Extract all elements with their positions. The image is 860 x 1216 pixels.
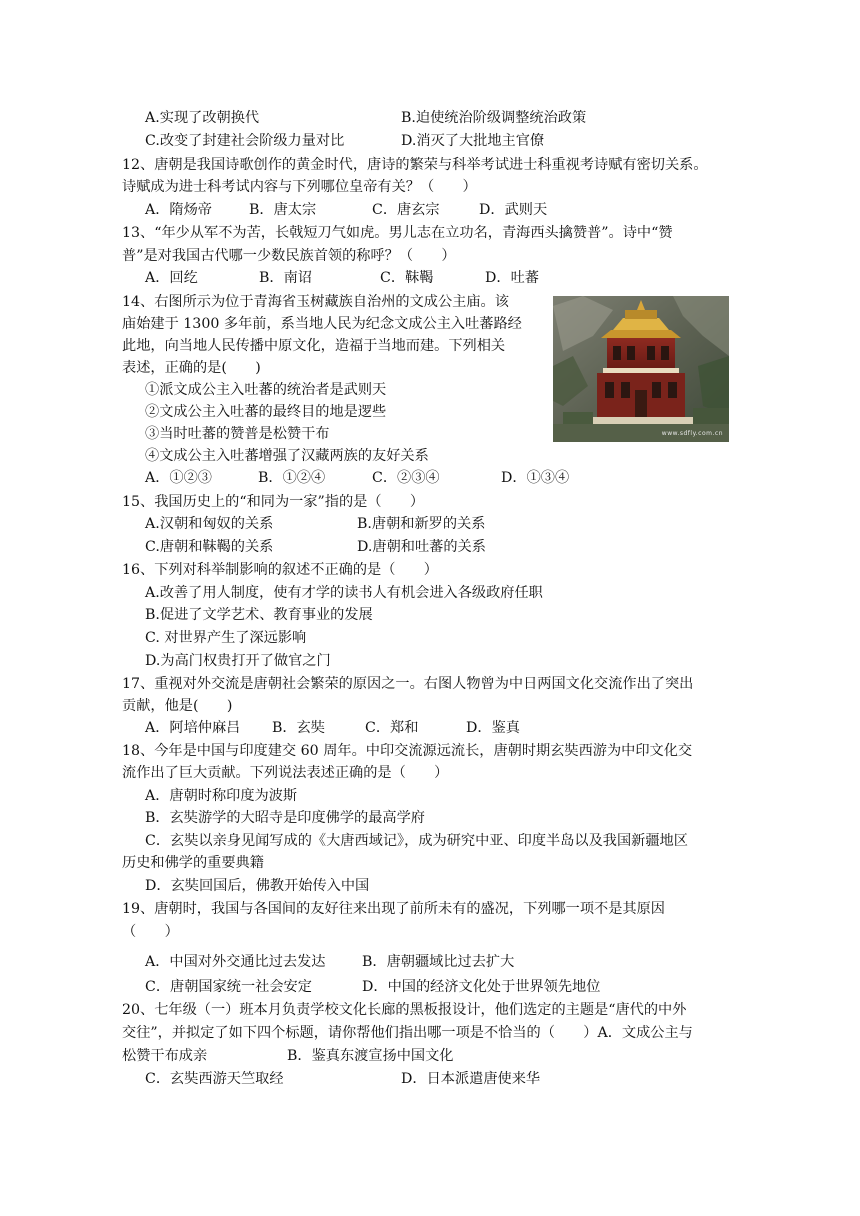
q12-stem-line1: 12、唐朝是我国诗歌创作的黄金时代，唐诗的繁荣与科举考试进士科重视考诗赋有密切关系。: [122, 157, 708, 173]
q11-option-d: D.消灭了大批地主官僚: [401, 133, 545, 149]
q14-stem-line4: 表述，正确的是( ): [122, 360, 261, 376]
temple-photo: [553, 296, 729, 442]
q19-option-d: D．中国的经济文化处于世界领先地位: [362, 979, 601, 995]
q17-option-b: B．玄奘: [272, 720, 325, 736]
image-watermark: www.sdfly.com.cn: [661, 430, 723, 437]
q20-option-c: C．玄奘西游天竺取经: [145, 1071, 284, 1087]
q12-option-b: B．唐太宗: [249, 202, 317, 218]
q17-option-d: D．鉴真: [466, 720, 520, 736]
q14-option-d: D．①③④: [501, 470, 570, 486]
q17-stem-line2: 贡献，他是( ): [122, 698, 233, 714]
q18-option-d: D．玄奘回国后，佛教开始传入中国: [145, 878, 370, 894]
q14-option-b: B．①②④: [258, 470, 326, 486]
q15-option-a: A.汉朝和匈奴的关系: [145, 516, 274, 532]
q16-option-a: A.改善了用人制度，使有才学的读书人有机会进入各级政府任职: [145, 585, 543, 601]
q14-item-3: ③当时吐蕃的赞普是松赞干布: [145, 426, 330, 442]
q14-stem-line1: 14、右图所示为位于青海省玉树藏族自治州的文成公主庙。该: [122, 294, 509, 310]
q20-option-b: B．鉴真东渡宣扬中国文化: [287, 1048, 454, 1064]
q11-option-b: B.迫使统治阶级调整统治政策: [401, 110, 587, 126]
q20-stem-line2: 交往”，并拟定了如下四个标题，请你帮他们指出哪一项是不恰当的（ ）A．文成公主与: [122, 1025, 693, 1041]
q20-stem-line1: 20、七年级（一）班本月负责学校文化长廊的黑板报设计，他们选定的主题是“唐代的中外: [122, 1002, 687, 1018]
q18-stem-line1: 18、今年是中国与印度建交 60 周年。中印交流源远流长，唐朝时期玄奘西游为中印文化交: [122, 743, 693, 759]
q13-option-b: B．南诏: [259, 270, 312, 286]
q16-option-c: C. 对世界产生了深远影响: [145, 630, 307, 646]
q12-option-d: D．武则天: [479, 202, 548, 218]
q14-item-1: ①派文成公主入吐蕃的统治者是武则天: [145, 382, 387, 398]
q18-stem-line2: 流作出了巨大贡献。下列说法表述正确的是（ ）: [122, 765, 449, 781]
q14-option-c: C．②③④: [372, 470, 440, 486]
q15-option-b: B.唐朝和新罗的关系: [357, 516, 486, 532]
q13-stem-line2: 普”是对我国古代哪一少数民族首领的称呼？（ ）: [122, 248, 456, 264]
q16-option-d: D.为高门权贵打开了做官之门: [145, 653, 331, 669]
q13-option-c: C．靺鞨: [380, 270, 434, 286]
q12-option-a: A．隋炀帝: [145, 202, 212, 218]
q18-option-c-cont: 历史和佛学的重要典籍: [122, 855, 264, 871]
q19-option-b: B．唐朝疆域比过去扩大: [362, 954, 515, 970]
q20-option-a-cont: 松赞干布成亲: [122, 1048, 208, 1064]
q15-stem: 15、我国历史上的“和同为一家”指的是（ ）: [122, 494, 425, 510]
q14-item-4: ④文成公主入吐蕃增强了汉藏两族的友好关系: [145, 448, 429, 464]
q13-option-d: D．吐蕃: [485, 270, 539, 286]
q14-item-2: ②文成公主入吐蕃的最终目的地是逻些: [145, 404, 387, 420]
q19-option-c: C．唐朝国家统一社会安定: [145, 979, 312, 995]
q19-stem-line2: （ ）: [122, 924, 179, 940]
q13-option-a: A．回纥: [145, 270, 198, 286]
q19-option-a: A．中国对外交通比过去发达: [145, 954, 326, 970]
q12-option-c: C．唐玄宗: [372, 202, 440, 218]
q18-option-b: B．玄奘游学的大昭寺是印度佛学的最高学府: [145, 810, 425, 826]
q14-option-a: A．①②③: [145, 470, 212, 486]
q15-option-c: C.唐朝和靺鞨的关系: [145, 539, 274, 555]
q19-stem-line1: 19、唐朝时，我国与各国间的友好往来出现了前所未有的盛况，下列哪一项不是其原因: [122, 901, 665, 917]
q11-option-a: A.实现了改朝换代: [145, 110, 260, 126]
q11-option-c: C.改变了封建社会阶级力量对比: [145, 133, 345, 149]
q14-stem-line3: 此地，向当地人民传播中原文化，造福于当地而建。下列相关: [122, 338, 506, 354]
q15-option-d: D.唐朝和吐蕃的关系: [357, 539, 486, 555]
q17-option-c: C．郑和: [365, 720, 419, 736]
wencheng-temple-image: [553, 296, 729, 442]
q12-stem-line2: 诗赋成为进士科考试内容与下列哪位皇帝有关？（ ）: [122, 179, 477, 195]
q14-stem-line2: 庙始建于 1300 多年前，系当地人民为纪念文成公主入吐蕃路经: [122, 316, 522, 332]
q20-option-d: D．日本派遣唐使来华: [401, 1071, 541, 1087]
q17-stem-line1: 17、重视对外交流是唐朝社会繁荣的原因之一。右图人物曾为中日两国文化交流作出了突出: [122, 676, 694, 692]
q18-option-a: A．唐朝时称印度为波斯: [145, 788, 298, 804]
q16-stem: 16、下列对科举制影响的叙述不正确的是（ ）: [122, 562, 438, 578]
q18-option-c: C．玄奘以亲身见闻写成的《大唐西域记》，成为研究中亚、印度半岛以及我国新疆地区: [145, 833, 688, 849]
q17-option-a: A．阿培仲麻吕: [145, 720, 241, 736]
q16-option-b: B.促进了文学艺术、教育事业的发展: [145, 607, 373, 623]
q13-stem-line1: 13、“年少从军不为苦，长戟短刀气如虎。男儿志在立功名，青海西头擒赞普”。诗中“赞: [122, 225, 673, 241]
